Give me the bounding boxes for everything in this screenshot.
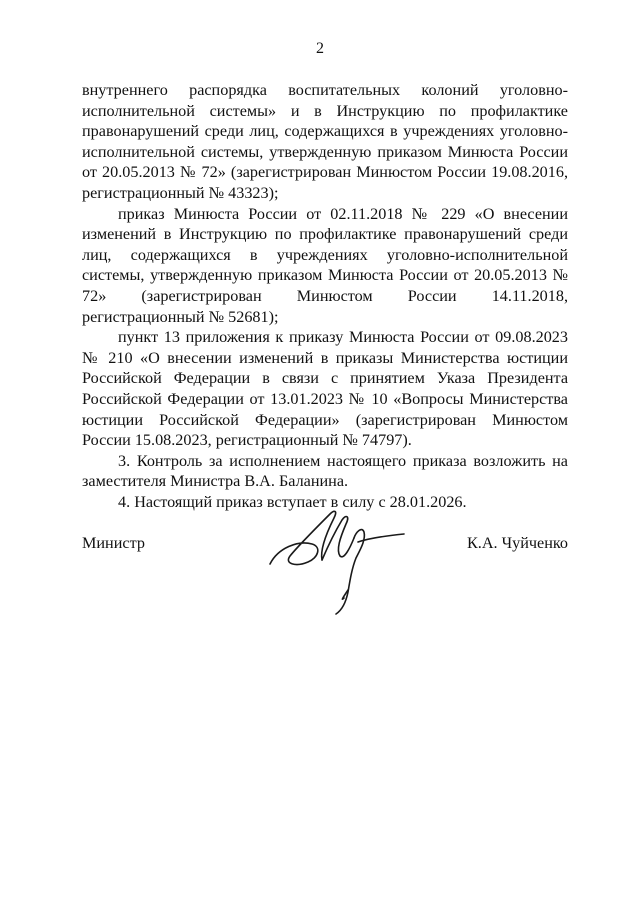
document-body xyxy=(82,80,568,512)
signer-position: Министр xyxy=(82,534,145,552)
paragraph-effective-date: 4. Настоящий приказ вступает в силу с 28.01.2026. xyxy=(118,492,467,511)
paragraph-order-210: пункт 13 приложения к приказу Минюста России от 09.08.2023 № 210 «О внесении изменений в приказы Министерства юстиции Российской Федерации в связи с принятием Указа Президента Российской Федерации от 13.01.2023 № 10 «Вопросы Министерства юстиции Российской Федерации» (зарегистрирован Минюстом России 15.08.2023, регистрационный № 74797). xyxy=(82,328,568,450)
paragraph-control: 3. Контроль за исполнением настоящего приказа возложить на заместителя Министра В.А. Баланина. xyxy=(82,451,568,491)
signer-name: К.А. Чуйченко xyxy=(466,534,568,552)
handwritten-signature xyxy=(264,498,414,620)
paragraph-continuation: внутреннего распорядка воспитательных колоний уголовно-исполнительной системы» и в Инструкцию по профилактике правонарушений среди лиц, содержащихся в учреждениях уголовно-исполнительной системы, утвержденную приказом Минюста России от 20.05.2013 № 72» (зарегистрирован Минюстом России 19.08.2016, регистрационный № 43323); xyxy=(82,81,568,202)
page-number: 2 xyxy=(316,40,324,57)
paragraph-order-229: приказ Минюста России от 02.11.2018 № 229 «О внесении изменений в Инструкцию по профилактике правонарушений среди лиц, содержащихся в учреждениях уголовно-исполнительной системы, утвержденную приказом Минюста России от 20.05.2013 № 72» (зарегистрирован Минюстом России 14.11.2018, регистрационный № 52681); xyxy=(82,204,568,326)
